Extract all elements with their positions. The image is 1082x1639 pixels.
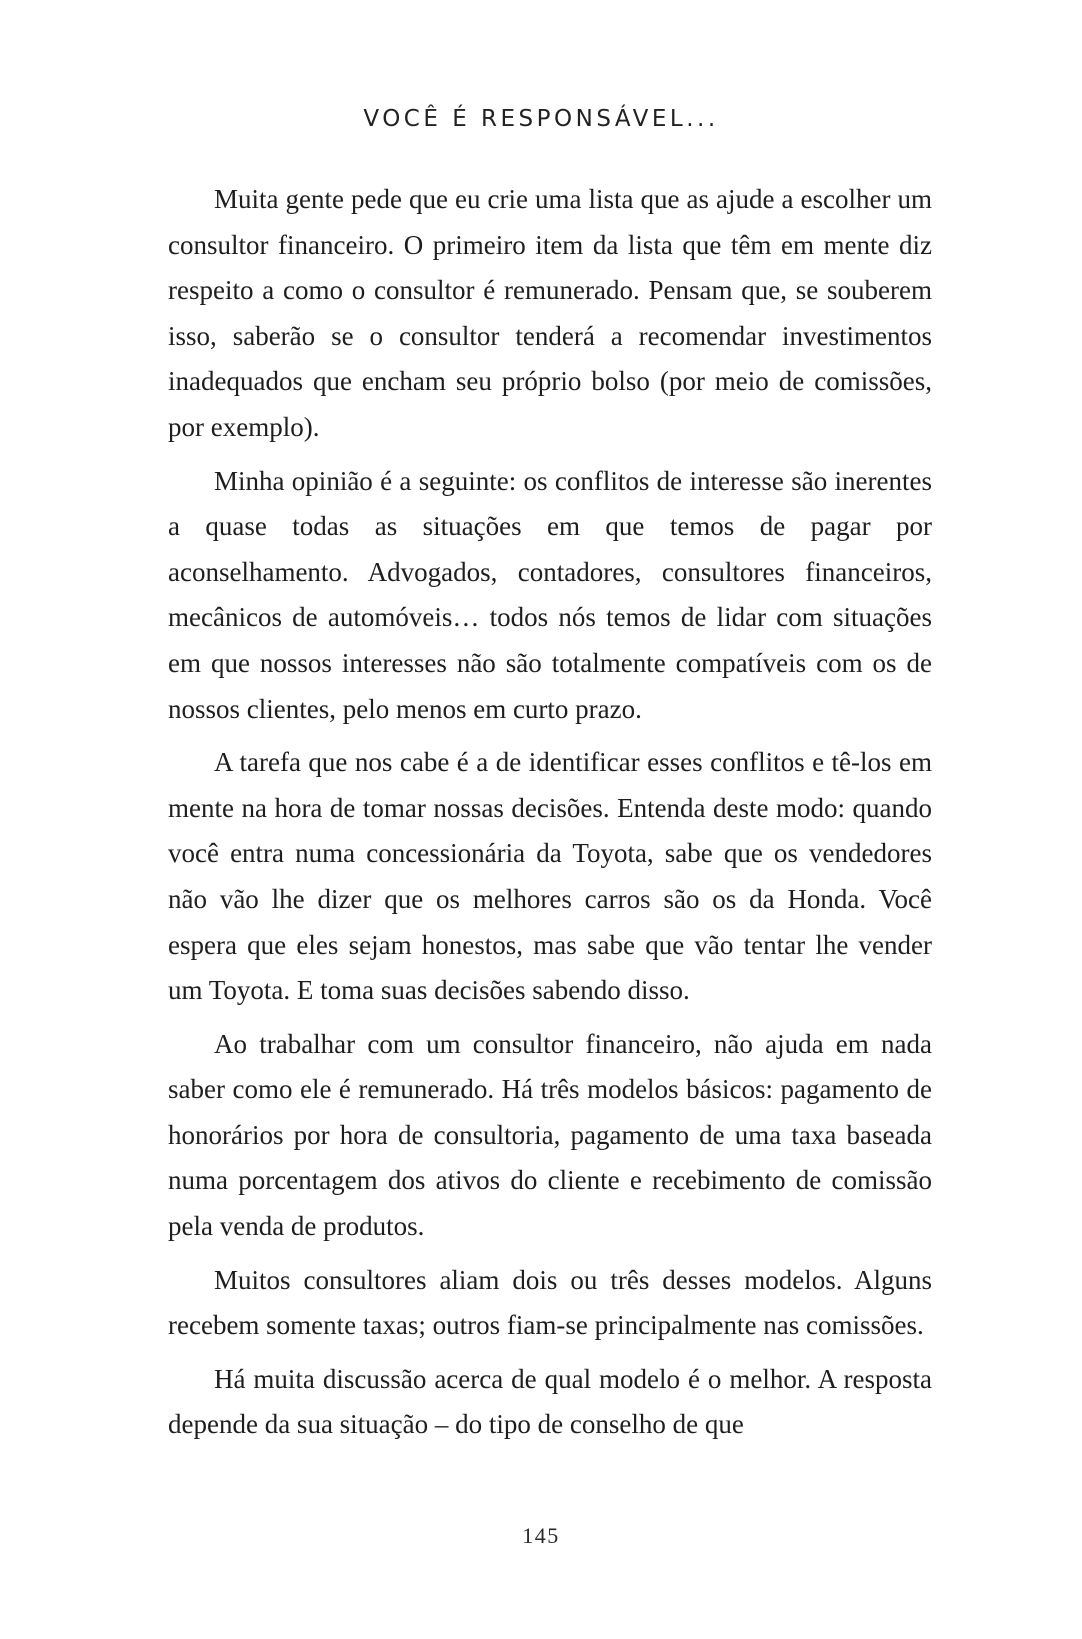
running-head: VOCÊ É RESPONSÁVEL... — [363, 106, 719, 132]
paragraph-1: Muita gente pede que eu crie uma lista que as ajude a escolher um consultor financeiro. O primeiro item da lista que têm em mente diz respeito a como o consultor é remunerado. Pensam que, se souberem isso, saberão se o consultor tenderá a recomendar investimentos inadequados que encham seu próprio bolso (por meio de comissões, por exemplo). — [168, 184, 932, 442]
paragraph-4: Ao trabalhar com um consultor financeiro, não ajuda em nada saber como ele é remunerado. Há três modelos básicos: pagamento de honorários por hora de consultoria, pagamento de uma taxa baseada numa porcentagem dos ativos do cliente e recebimento de comissão pela venda de produtos. — [168, 1028, 932, 1242]
paragraph-2: Minha opinião é a seguinte: os conflitos de interesse são inerentes a quase todas as situações em que temos de pagar por aconselhamento. Advogados, contadores, consultores financeiros, mecânicos de automóveis… todos nós temos de lidar com situações em que nossos interesses não são totalmente compatíveis com os de nossos clientes, pelo menos em curto prazo. — [168, 465, 932, 724]
page-number: 145 — [522, 1523, 560, 1548]
paragraph-6: Há muita discussão acerca de qual modelo é o melhor. A resposta depende da sua situação – do tipo de conselho de que — [168, 1363, 932, 1440]
body-text — [168, 177, 932, 1456]
paragraph-3: A tarefa que nos cabe é a de identificar esses conflitos e tê-los em mente na hora de tomar nossas decisões. Entenda deste modo: quando você entra numa concessionária da Toyota, sabe que os vendedores não vão lhe dizer que os melhores carros são os da Honda. Você espera que eles sejam honestos, mas sabe que vão tentar lhe vender um Toyota. E toma suas decisões sabendo disso. — [168, 747, 932, 1006]
paragraph-5: Muitos consultores aliam dois ou três desses modelos. Alguns recebem somente taxas; outros fiam-se principalmente nas comissões. — [168, 1264, 932, 1341]
